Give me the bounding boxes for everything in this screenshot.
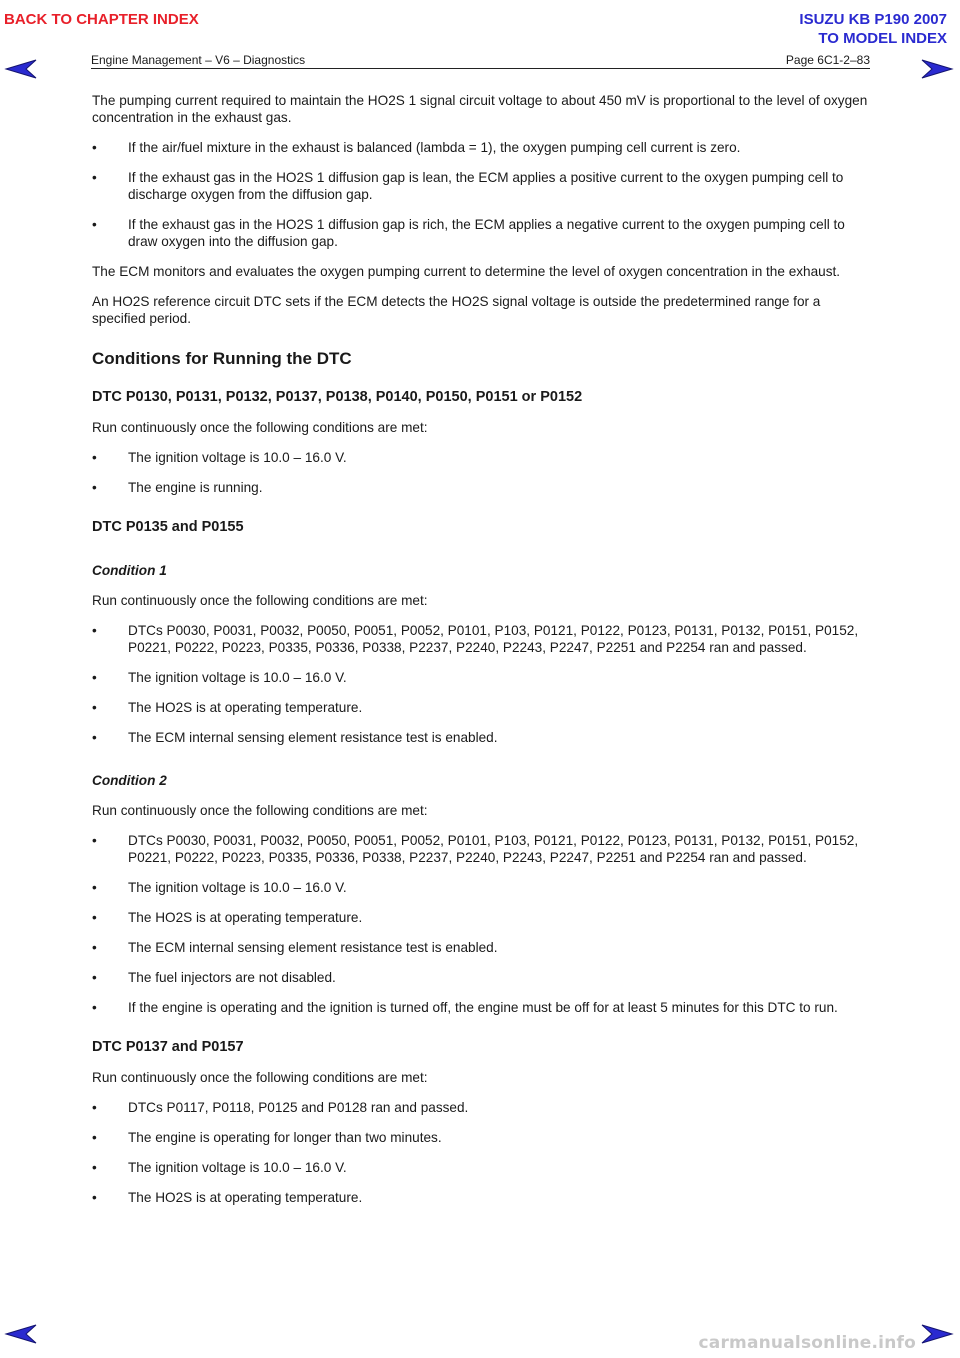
intro-paragraph-1: The pumping current required to maintain the HO2S 1 signal circuit voltage to about 450 mV is proportional to the level of oxygen concentration in the exhaust gas. xyxy=(92,93,868,125)
section-title: Conditions for Running the DTC xyxy=(92,349,352,368)
intro-bullet-list xyxy=(92,139,868,250)
next-page-arrow-icon[interactable] xyxy=(920,58,954,80)
list-item: • The HO2S is at operating temperature. xyxy=(92,1189,868,1206)
condition-2-title: Condition 2 xyxy=(92,773,167,788)
dtc-group-3-lead: Run continuously once the following conditions are met: xyxy=(92,1070,428,1085)
list-item: • DTCs P0117, P0118, P0125 and P0128 ran and passed. xyxy=(92,1099,868,1116)
previous-page-arrow-icon[interactable] xyxy=(4,58,38,80)
list-item: • The ignition voltage is 10.0 – 16.0 V. xyxy=(92,1159,868,1176)
page-number: Page 6C1-2–83 xyxy=(785,53,870,67)
condition-1-title: Condition 1 xyxy=(92,563,167,578)
condition-2-lead: Run continuously once the following conditions are met: xyxy=(92,803,428,818)
list-item: • The fuel injectors are not disabled. xyxy=(92,969,868,986)
next-page-arrow-bottom-icon[interactable] xyxy=(920,1323,954,1345)
list-item: • If the exhaust gas in the HO2S 1 diffusion gap is rich, the ECM applies a negative current to the oxygen pumping cell to draw oxygen into the diffusion gap. xyxy=(92,216,868,250)
dtc-group-3-title: DTC P0137 and P0157 xyxy=(92,1039,244,1055)
page-body xyxy=(92,92,868,1219)
dtc-group-1-title: DTC P0130, P0131, P0132, P0137, P0138, P0140, P0150, P0151 or P0152 xyxy=(92,389,583,405)
list-item: • The ECM internal sensing element resistance test is enabled. xyxy=(92,729,868,746)
list-item: • DTCs P0030, P0031, P0032, P0050, P0051, P0052, P0101, P103, P0121, P0122, P0123, P0131, P0132, P0151, P0152, P0221, P0222, P0223, P0335, P0336, P0338, P2237, P2240, P2243, P2247, P2251 and P2254 ran and passed. xyxy=(92,622,868,656)
condition-1-lead: Run continuously once the following conditions are met: xyxy=(92,593,428,608)
list-item: • The HO2S is at operating temperature. xyxy=(92,909,868,926)
condition-2-bullets xyxy=(92,832,868,1016)
previous-page-arrow-bottom-icon[interactable] xyxy=(4,1323,38,1345)
list-item: • The ECM internal sensing element resistance test is enabled. xyxy=(92,939,868,956)
list-item: • If the air/fuel mixture in the exhaust is balanced (lambda = 1), the oxygen pumping cell current is zero. xyxy=(92,139,868,156)
list-item: • The engine is running. xyxy=(92,479,868,496)
list-item: • The ignition voltage is 10.0 – 16.0 V. xyxy=(92,879,868,896)
running-header-title: Engine Management – V6 – Diagnostics xyxy=(91,53,306,67)
list-item: • The HO2S is at operating temperature. xyxy=(92,699,868,716)
list-item: • The ignition voltage is 10.0 – 16.0 V. xyxy=(92,669,868,686)
back-to-chapter-index-link[interactable]: BACK TO CHAPTER INDEX xyxy=(4,11,199,28)
list-item: • If the engine is operating and the ignition is turned off, the engine must be off for at least 5 minutes for this DTC to run. xyxy=(92,999,868,1016)
intro-paragraph-3: An HO2S reference circuit DTC sets if the ECM detects the HO2S signal voltage is outside the predetermined range for a specified period. xyxy=(92,294,821,326)
dtc-group-2-title: DTC P0135 and P0155 xyxy=(92,519,244,535)
header-divider xyxy=(91,68,870,69)
dtc-group-1-lead: Run continuously once the following conditions are met: xyxy=(92,420,428,435)
dtc-group-3-bullets xyxy=(92,1099,868,1206)
list-item: • If the exhaust gas in the HO2S 1 diffusion gap is lean, the ECM applies a positive current to the oxygen pumping cell to discharge oxygen from the diffusion gap. xyxy=(92,169,868,203)
condition-1-bullets xyxy=(92,622,868,746)
list-item: • The ignition voltage is 10.0 – 16.0 V. xyxy=(92,449,868,466)
dtc-group-1-bullets xyxy=(92,449,868,496)
list-item: • The engine is operating for longer than two minutes. xyxy=(92,1129,868,1146)
model-title-link[interactable]: ISUZU KB P190 2007 xyxy=(799,11,947,28)
list-item: • DTCs P0030, P0031, P0032, P0050, P0051, P0052, P0101, P103, P0121, P0122, P0123, P0131, P0132, P0151, P0152, P0221, P0222, P0223, P0335, P0336, P0338, P2237, P2240, P2243, P2247, P2251 and P2254 ran and passed. xyxy=(92,832,868,866)
to-model-index-link[interactable]: TO MODEL INDEX xyxy=(818,30,947,47)
watermark: carmanualsonline.info xyxy=(698,1333,916,1353)
intro-paragraph-2: The ECM monitors and evaluates the oxygen pumping current to determine the level of oxygen concentration in the exhaust. xyxy=(92,264,841,279)
